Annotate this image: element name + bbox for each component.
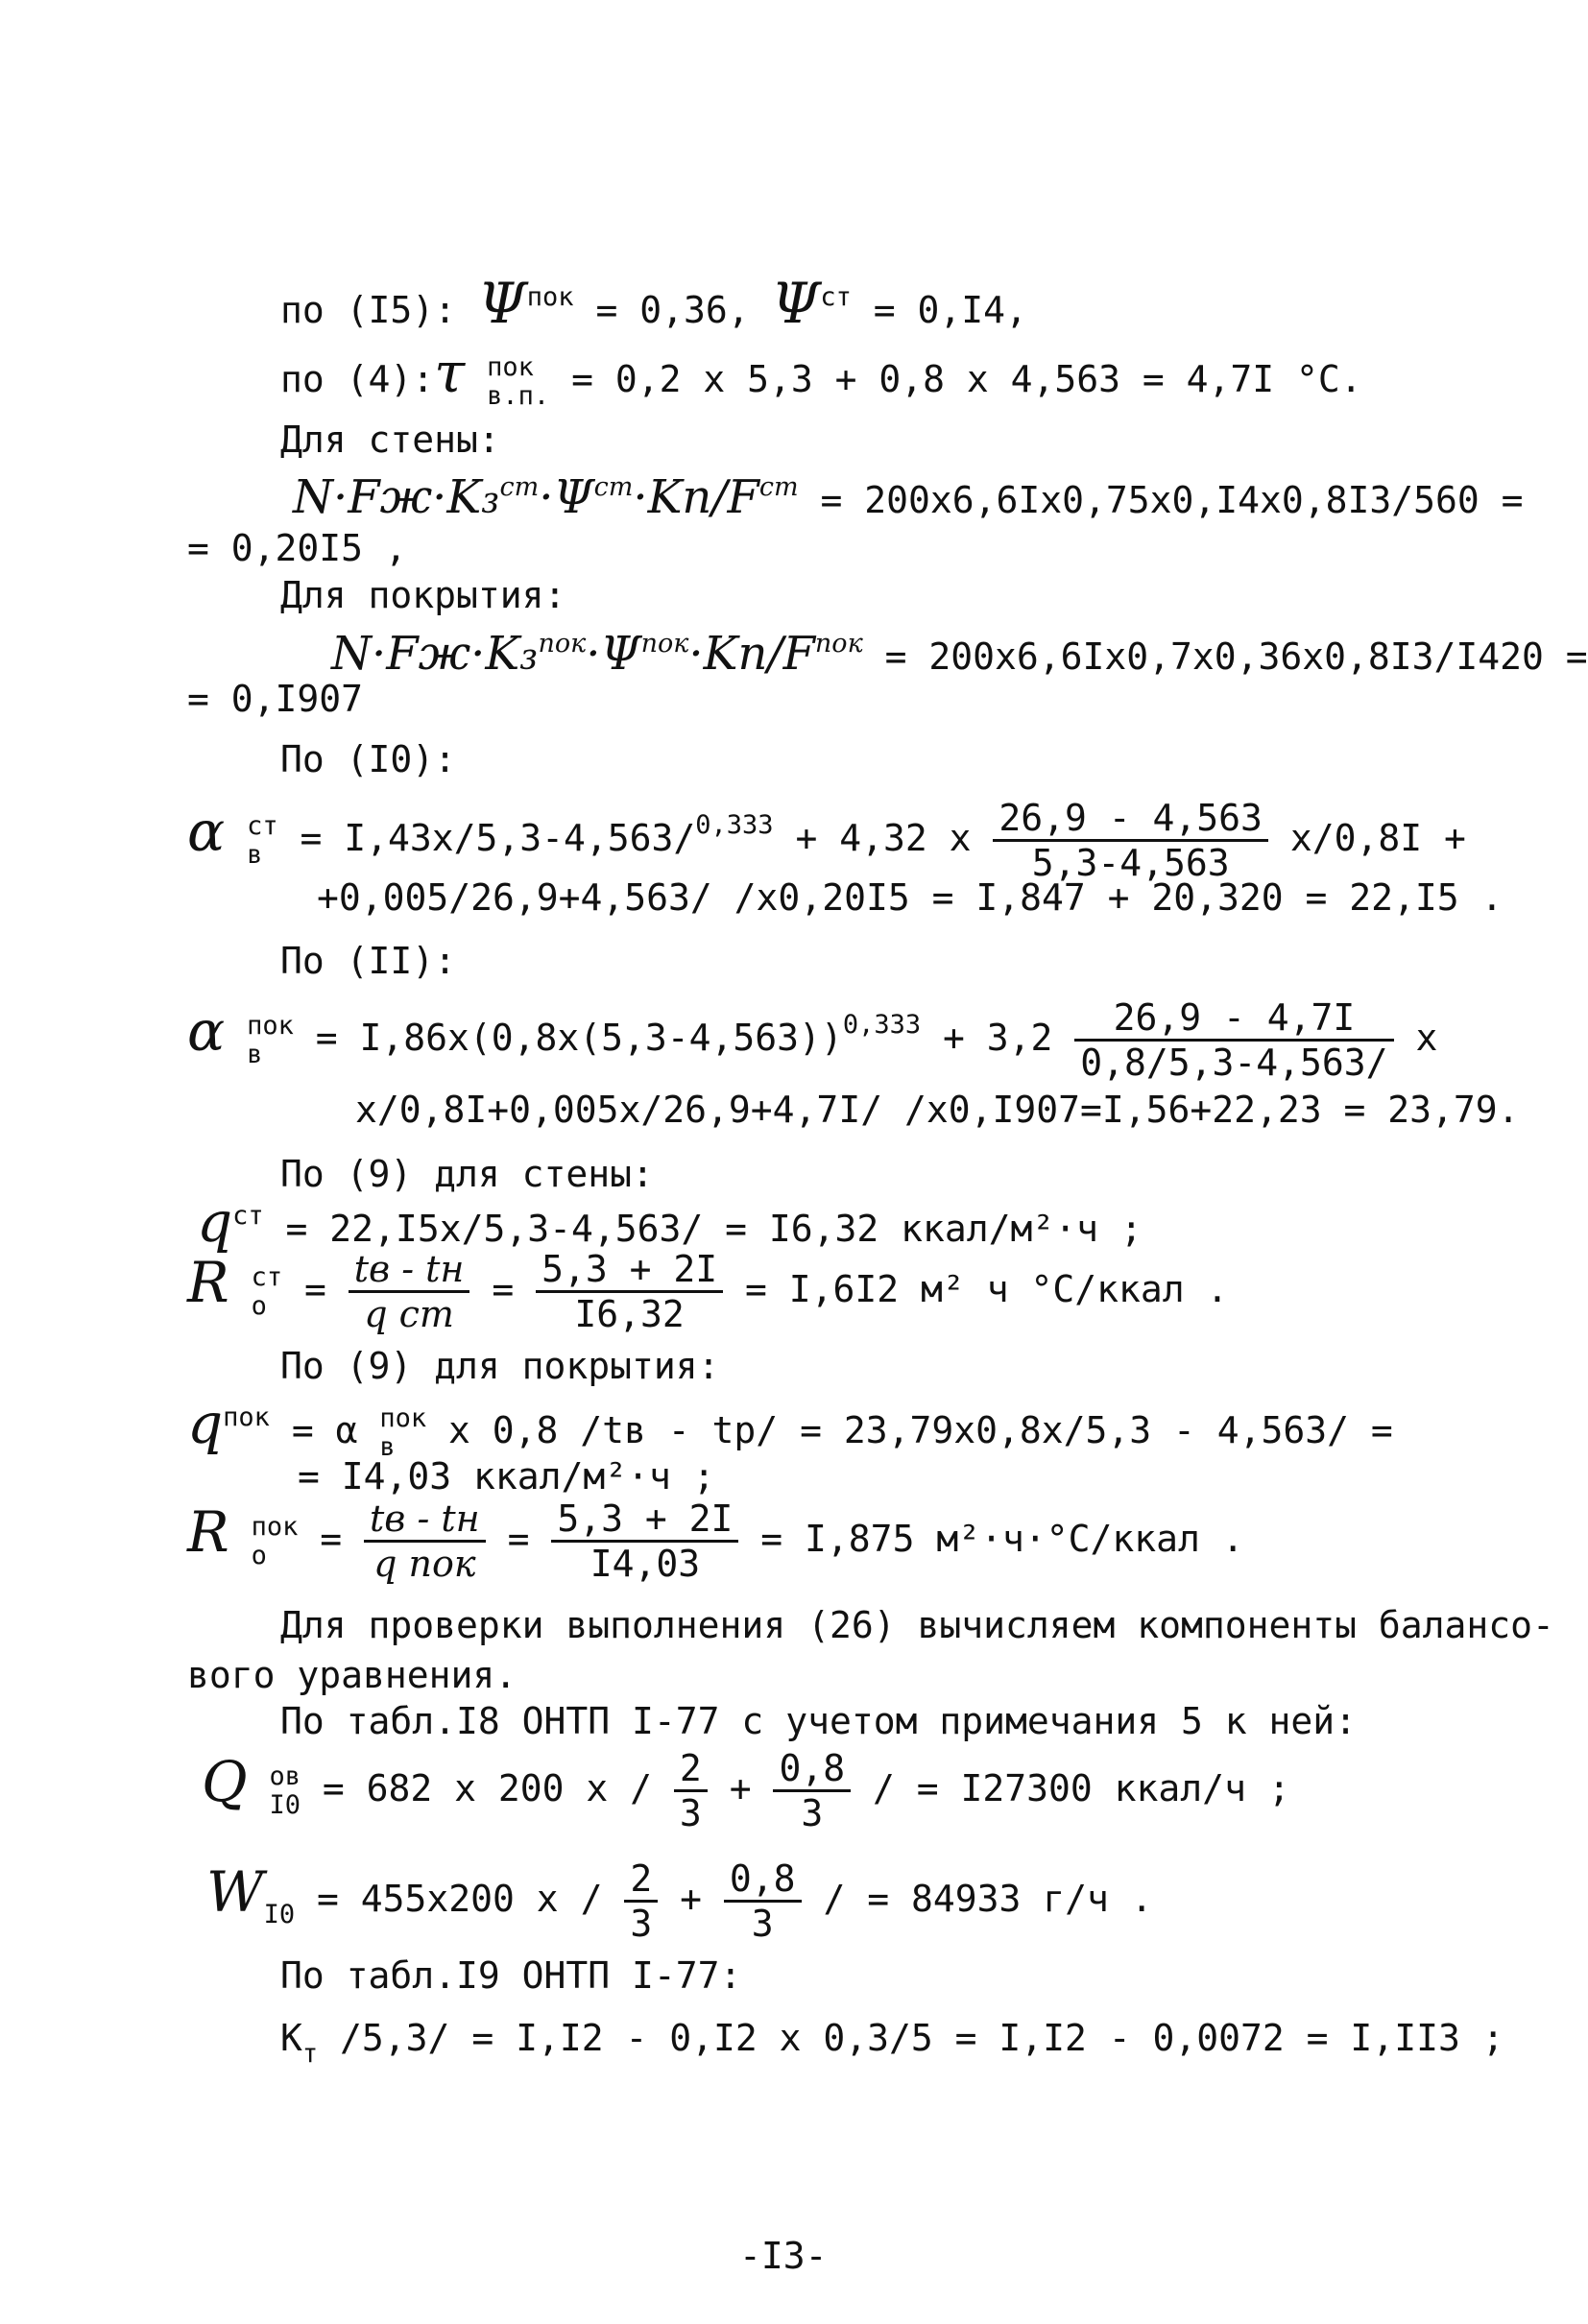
line-r-wall	[187, 1248, 1228, 1335]
superscript: ст	[820, 282, 852, 312]
superscript: пок	[640, 629, 689, 659]
fraction: $\frac{26,9 - 4,7I}{0,8/5,3-4,563/}$	[1074, 996, 1393, 1084]
ref-label: По (9) для покрытия:	[280, 1345, 720, 1387]
fraction: $\frac{0,8}{3}$	[773, 1747, 851, 1834]
fraction: $\frac{0,8}{3}$	[724, 1857, 802, 1945]
r-symbol: R	[187, 1250, 229, 1315]
line-alpha-wall	[187, 797, 1466, 884]
fraction: $\frac{tв - tн}{\text{q пок}}$	[364, 1497, 486, 1585]
superscript: ст	[593, 472, 634, 502]
exponent: 0,333	[695, 810, 774, 840]
q-symbol: Q	[202, 1749, 248, 1814]
index-stack: пок о	[251, 1511, 299, 1570]
index-stack: пок в.п.	[487, 351, 550, 411]
psi-symbol: Ψ	[771, 271, 821, 336]
superscript: пок	[538, 629, 587, 659]
text: = I,43x/5,3-4,563/	[300, 817, 696, 859]
result-text: = 0,20I5 ,	[187, 527, 407, 569]
handwritten-formula: ·Kп/F	[633, 470, 759, 524]
line-psi-values	[280, 271, 1027, 337]
index-stack: ст в	[247, 810, 278, 870]
exponent: 0,333	[842, 1010, 922, 1040]
text: = I,6I2 м² ч °C/ккал .	[745, 1268, 1229, 1310]
line-alpha-roof	[187, 996, 1437, 1084]
text: = 0,I4,	[873, 289, 1027, 331]
fraction: $\frac{2}{3}$	[674, 1747, 708, 1834]
paragraph-text: вого уравнения.	[187, 1654, 517, 1696]
paragraph-text: Для проверки выполнения (26) вычисляем компоненты балансо-	[280, 1604, 1554, 1646]
page-number: -I3-	[739, 2235, 828, 2277]
text: по (4):	[280, 358, 435, 400]
index-stack: ст о	[251, 1261, 283, 1321]
text: +	[680, 1878, 703, 1920]
fraction: $\frac{2}{3}$	[624, 1857, 658, 1945]
text: = I,86x(0,8x(5,3-4,563))	[315, 1017, 843, 1059]
text: +	[729, 1767, 752, 1809]
text: + 4,32 x	[795, 817, 972, 859]
text: x	[1415, 1017, 1438, 1059]
ref-label: По (I0):	[280, 738, 457, 780]
fraction: $\frac{5,3 + 2I}{I4,03}$	[551, 1497, 738, 1585]
heading-wall: Для стены:	[280, 419, 500, 461]
text: =	[320, 1518, 343, 1560]
paragraph-text: По табл.I8 ОНТП I-77 с учетом примечания 5 к ней:	[280, 1700, 1358, 1742]
continuation-text: x/0,8I+0,005x/26,9+4,7I/ /x0,I907=I,56+22,23 = 23,79.	[355, 1089, 1520, 1131]
superscript: пок	[814, 629, 863, 659]
text: /5,3/ = I,I2 - 0,I2 x 0,3/5 = I,I2 - 0,0072 = I,II3 ;	[340, 2017, 1504, 2059]
q-symbol: q	[187, 1391, 224, 1456]
subscript: I0	[263, 1900, 296, 1929]
text: = 200x6,6Ix0,75x0,I4x0,8I3/560 =	[820, 479, 1524, 521]
psi-symbol: Ψ	[477, 271, 527, 336]
text: / = I27300 ккал/ч ;	[873, 1767, 1290, 1809]
line-wall-product	[293, 470, 1524, 527]
superscript: пок	[223, 1402, 270, 1432]
line-r-roof	[187, 1497, 1244, 1585]
superscript: ст	[499, 472, 540, 502]
fraction: $\frac{5,3 + 2I}{I6,32}$	[536, 1248, 723, 1335]
handwritten-formula: ·Kп/F	[688, 627, 815, 681]
q-symbol: q	[197, 1189, 233, 1255]
alpha-symbol: α	[187, 998, 226, 1064]
fraction: $\frac{26,9 - 4,563}{5,3-4,563}$	[993, 797, 1268, 884]
text: = 0,36,	[595, 289, 750, 331]
text: = 455x200 x /	[317, 1878, 603, 1920]
line-roof-product	[331, 627, 1588, 683]
text: / = 84933 г/ч .	[823, 1878, 1153, 1920]
heading-roof: Для покрытия:	[280, 574, 566, 616]
index-stack: пок в	[247, 1010, 294, 1069]
handwritten-formula: N·Fж·K₃	[331, 627, 539, 681]
text: = 682 x 200 x /	[322, 1767, 653, 1809]
handwritten-formula: ·Ψ	[586, 627, 641, 681]
index-stack: ов I0	[269, 1761, 301, 1820]
line-kt	[280, 2016, 1504, 2069]
ref-label: По (II):	[280, 940, 457, 982]
line-q-ov	[202, 1747, 1290, 1834]
paragraph-text: По табл.I9 ОНТП I-77:	[280, 1954, 742, 1997]
text: x/0,8I +	[1289, 817, 1466, 859]
handwritten-formula: ·Ψ	[539, 470, 594, 524]
text: = 200x6,6Ix0,7x0,36x0,8I3/I420 =	[884, 635, 1588, 678]
text: =	[492, 1268, 515, 1310]
result-text: = 0,I907	[187, 678, 364, 720]
line-tau	[280, 340, 1362, 411]
tau-symbol: τ	[434, 340, 466, 405]
index-stack: пок в	[379, 1402, 427, 1462]
superscript: ст	[232, 1201, 264, 1231]
text: x 0,8 /tв - tр/ = 23,79x0,8x/5,3 - 4,563/ =	[448, 1409, 1393, 1451]
r-symbol: R	[187, 1499, 229, 1565]
k-symbol: K	[280, 2017, 302, 2059]
line-w	[206, 1857, 1153, 1945]
text: по (I5):	[280, 289, 457, 331]
alpha-symbol: α	[187, 799, 226, 864]
continuation-text: = I4,03 ккал/м²·ч ;	[298, 1455, 715, 1497]
text: = α	[291, 1409, 358, 1451]
text: =	[303, 1268, 326, 1310]
fraction: $\frac{tв - tн}{\text{q ст}}$	[349, 1248, 470, 1335]
text: = I,875 м²·ч·°C/ккал .	[760, 1518, 1244, 1560]
handwritten-formula: N·Fж·K₃	[293, 470, 500, 524]
w-symbol: W	[206, 1859, 264, 1925]
superscript: пок	[526, 282, 574, 312]
text: = 22,I5x/5,3-4,563/ = I6,32 ккал/м²·ч ;	[285, 1208, 1143, 1250]
subscript: т	[301, 2039, 319, 2069]
ref-label: По (9) для стены:	[280, 1153, 654, 1195]
superscript: ст	[758, 472, 799, 502]
continuation-text: +0,005/26,9+4,563/ /x0,20I5 = I,847 + 20,320 = 22,I5 .	[317, 876, 1504, 919]
text: = 0,2 x 5,3 + 0,8 x 4,563 = 4,7I °C.	[571, 358, 1362, 400]
text: + 3,2	[942, 1017, 1053, 1059]
text: =	[507, 1518, 530, 1560]
line-q-roof	[187, 1391, 1393, 1462]
